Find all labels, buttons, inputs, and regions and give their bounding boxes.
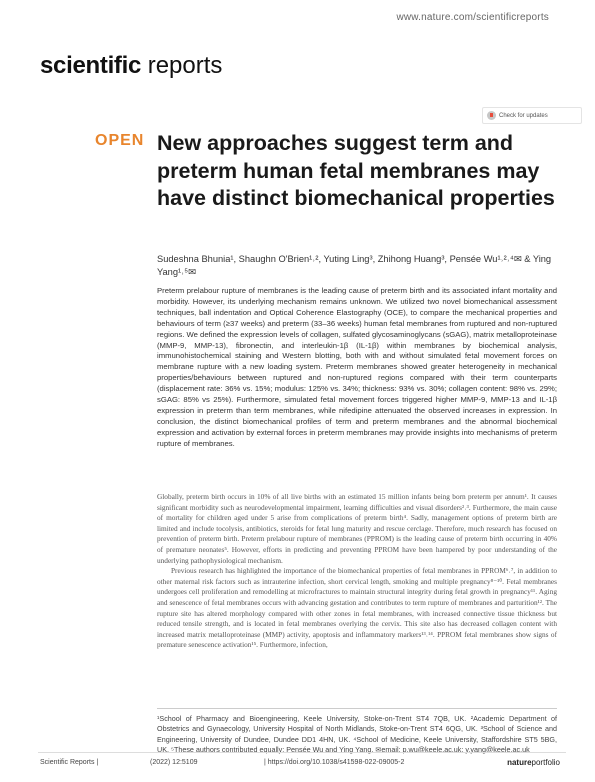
check-for-updates-button[interactable] — [482, 107, 582, 124]
crossmark-icon — [487, 111, 496, 120]
open-access-label: OPEN — [95, 132, 145, 149]
page-footer — [40, 758, 560, 767]
footer-journal-name: Scientific Reports | — [40, 759, 99, 766]
journal-logo-bold: scientific — [40, 52, 142, 79]
journal-logo — [40, 52, 222, 80]
author-list: Sudeshna Bhunia¹, Shaughn O'Brien¹˒², Yuting Ling³, Zhihong Huang³, Pensée Wu¹˒²˒⁴✉ & Ying Yang¹˒⁵✉ — [157, 254, 552, 277]
publisher-logo-regular: portfolio — [531, 758, 560, 767]
site-url[interactable]: www.nature.com/scientificreports — [396, 12, 549, 23]
affiliation-divider — [157, 708, 557, 709]
affiliations: ¹School of Pharmacy and Bioengineering, Keele University, Stoke-on-Trent ST4 7QB, UK. ²Academic Department of Obstetrics and Gynaecology, University Hospital of North Midlands, Stoke-on-Trent ST4 6QG, UK. ³School of Science and Engineering, University of Dundee, Dundee DD1 4HN, UK. ⁴School of Medicine, Keele University, Staffordshire ST5 5BG, UK. ⁵These authors contributed equally: Pensée Wu and Ying Yang. ✉email: p.wu@keele.ac.uk; y.yang@keele.ac.uk — [157, 714, 557, 754]
body-text — [157, 492, 557, 651]
abstract: Preterm prelabour rupture of membranes is the leading cause of preterm birth and its associated infant mortality and morbidity. However, its underlying mechanism remains unknown. We utilized two novel biomechanical assessment techniques, ball indentation and Optical Coherence Elastography (OCE), to compare the mechanical properties and behaviours of term (≥37 weeks) and preterm (33–36 weeks) human fetal membranes from ruptured and non-ruptured regions. We defined the expression levels of collagen, sulfated glycosaminoglycans (sGAG), matrix metalloproteinase (MMP-9, MMP-13), fibronectin, and interleukin-1β (IL-1β) within membranes by biochemical analysis, immunohistochemical staining and Western blotting, both with and without simulated fetal movement forces on membrane rupture with a new loading system. Preterm membranes showed greater heterogeneity in mechanical properties/behaviours between ruptured and non-ruptured regions compared with their term counterparts (displacement rate: 36% vs. 15%; modulus: 125% vs. 34%; thickness: 93% vs. 30%; collagen content: 98% vs. 29%; sGAG: 85% vs 25%). Furthermore, simulated fetal movement forces triggered higher MMP-9, MMP-13 and IL-1β expression in preterm than term membranes, while nifedipine attenuated the observed increases in expression. In conclusion, the distinct biomechanical profiles of term and preterm membranes and the abnormal biochemical expression and activation by external forces in preterm membranes may provide insights into mechanisms of preterm rupture of membranes. — [157, 286, 557, 448]
journal-logo-regular: reports — [141, 52, 223, 79]
article-title: New approaches suggest term and preterm human fetal membranes may have distinct biomechanical properties — [157, 131, 555, 210]
publisher-logo — [507, 758, 560, 767]
footer-divider — [38, 752, 566, 753]
body-paragraph-2: Previous research has highlighted the importance of the biomechanical properties of fetal membranes in PPROM⁶˒⁷, in addition to other maternal risk factors such as intrauterine infection, short cervical length, smoking and multiple pregnancy⁸⁻¹⁰. Fetal membranes undergoes cell proliferation and remodelling at microfractures to maintain structural integrity during fetal growth in pregnancy¹¹. Aging and senescence of fetal membranes occurs with advancing gestation and contributes to term rupture of membranes and parturition¹². The rupture site has altered morphology compared with other zones in fetal membranes, with increased connective tissue thickness but reduced tensile strength, and is located in fetal membranes overlying the cervix. This site also has decreased collagen content with increased matrix metalloproteinase (MMP) activity, apoptosis and inflammatory markers¹³˒¹⁴. PPROM fetal membranes show signs of premature senescence activation¹⁵. Furthermore, infection, — [157, 566, 557, 650]
footer-doi-link[interactable]: | https://doi.org/10.1038/s41598-022-09005-2 — [264, 759, 405, 766]
footer-year-volume: (2022) 12:5109 — [150, 759, 198, 766]
body-paragraph-1: Globally, preterm birth occurs in 10% of all live births with an estimated 15 million infants being born preterm per annum¹. It causes significant morbidity such as neurodevelopmental impairment, learning difficulties and visual disorders²˒³. Furthermore, the main cause of mortality for children aged under 5 arise from complications of preterm birth⁴. Sadly, management options of preterm birth are limited and include tocolysis, antibiotics, steroids for fetal lung maturity and rescue cerclage. Therefore, much research has focused on prevention of preterm birth. Preterm prelabour rupture of membranes (PPROM) is the leading cause of preterm birth occurring in 40% of premature neonates⁵. However, efforts in predicting and preventing PPROM have been hampered by poor understanding of the underlying pathophysiological mechanism. — [157, 492, 557, 565]
check-for-updates-label: Check for updates — [499, 112, 548, 119]
publisher-logo-bold: nature — [507, 758, 532, 767]
